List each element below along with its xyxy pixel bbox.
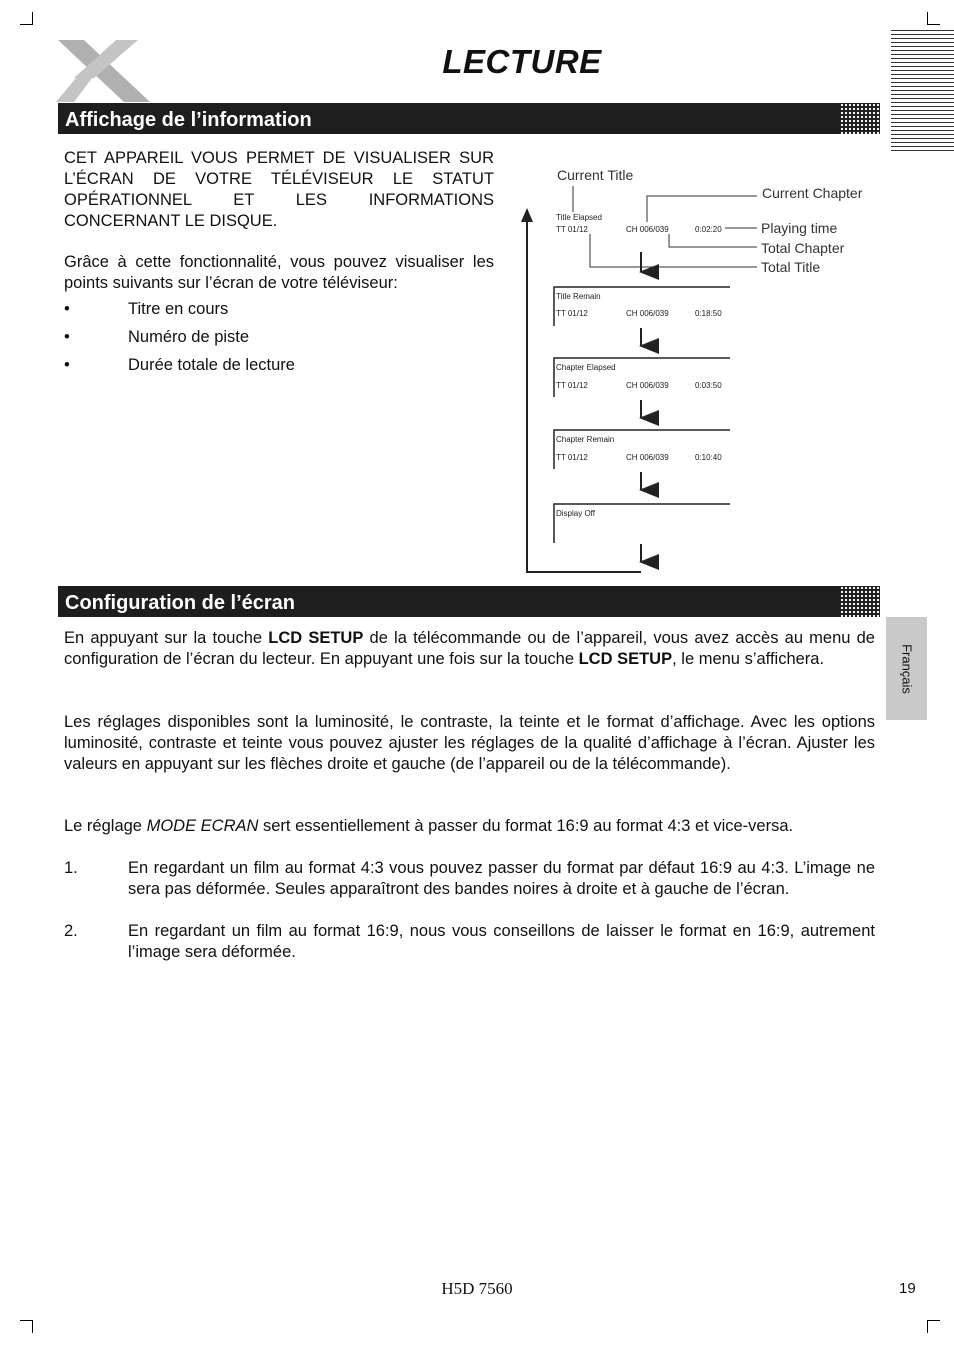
screen-title-counter: TT 01/12 (556, 381, 588, 390)
screen-label: Title Remain (556, 292, 601, 301)
callout-total-chapter: Total Chapter (761, 240, 845, 256)
screen-title-counter: TT 01/12 (556, 453, 588, 462)
footer-brand: H5D 7560 (441, 1279, 513, 1298)
dot-pattern (840, 103, 880, 134)
screen-chapter-counter: CH 006/039 (626, 225, 669, 234)
intro-paragraph: CET APPAREIL VOUS PERMET DE VISUALISER SUR L’ÉCRAN DE VOTRE TÉLÉVISEUR LE STATUT OPÉRATIONNEL ET LES INFORMATIONS CONCERNANT LE DISQUE. (64, 149, 494, 230)
section-heading: Affichage de l’information (65, 109, 312, 131)
section-heading: Configuration de l’écran (65, 592, 296, 614)
section-header-configuration (58, 586, 880, 617)
screen-chapter-counter: CH 006/039 (626, 309, 669, 318)
screen-label: Chapter Elapsed (556, 363, 616, 372)
callout-current-chapter: Current Chapter (762, 185, 863, 201)
crop-mark-top-right (927, 12, 940, 25)
dot-pattern (840, 586, 880, 617)
page-title: LECTURE (442, 43, 602, 80)
screen-title-counter: TT 01/12 (556, 225, 588, 234)
settings-paragraph: Les réglages disponibles sont la luminosité, le contraste, la teinte et le format d’affichage. Avec les options luminosité, contraste et teinte vous pouvez ajuster les réglages de la qualité d’affichage à l’écran. Ajuster les valeurs en appuyant sur les flèches droite et gauche (de l’appareil ou de la télécommande). (64, 713, 875, 773)
callout-playing-time: Playing time (761, 220, 838, 236)
bullet-icon: • (64, 300, 70, 318)
crop-mark-bottom-left (20, 1320, 33, 1333)
osd-cycle-diagram (515, 160, 885, 580)
screen-label: Chapter Remain (556, 435, 615, 444)
return-loop-line (527, 215, 641, 572)
features-paragraph: Grâce à cette fonctionnalité, vous pouvez visualiser les points suivants sur l’écran de votre téléviseur: (64, 253, 494, 292)
screen-chapter-counter: CH 006/039 (626, 453, 669, 462)
page-number: 19 (899, 1280, 916, 1297)
screen-chapter-counter: CH 006/039 (626, 381, 669, 390)
up-arrow-icon (521, 208, 533, 222)
screen-label: Display Off (556, 509, 595, 518)
language-tab: Français (886, 617, 927, 720)
bullet-icon: • (64, 356, 70, 374)
crop-mark-top-left (20, 12, 33, 25)
screen-time: 0:03:50 (695, 381, 722, 390)
section-header-affichage (58, 103, 880, 134)
callout-total-title: Total Title (761, 259, 821, 275)
crop-mark-bottom-right (927, 1320, 940, 1333)
screen-time: 0:02:20 (695, 225, 722, 234)
screen-title-counter: TT 01/12 (556, 309, 588, 318)
bullet-icon: • (64, 328, 70, 346)
mode-ecran-paragraph: Le réglage MODE ECRAN sert essentiellement à passer du format 16:9 au format 4:3 et vice-versa. (64, 817, 794, 835)
callout-current-title: Current Title (557, 167, 634, 183)
screen-label: Title Elapsed (556, 213, 602, 222)
screen-time: 0:18:50 (695, 309, 722, 318)
lcd-setup-paragraph: En appuyant sur la touche LCD SETUP de la télécommande ou de l’appareil, vous avez accès au menu de configuration de l’écran du lecteur. En appuyant une fois sur la touche LCD SETUP, le menu s’affichera. (64, 629, 875, 668)
screen-time: 0:10:40 (695, 453, 722, 462)
